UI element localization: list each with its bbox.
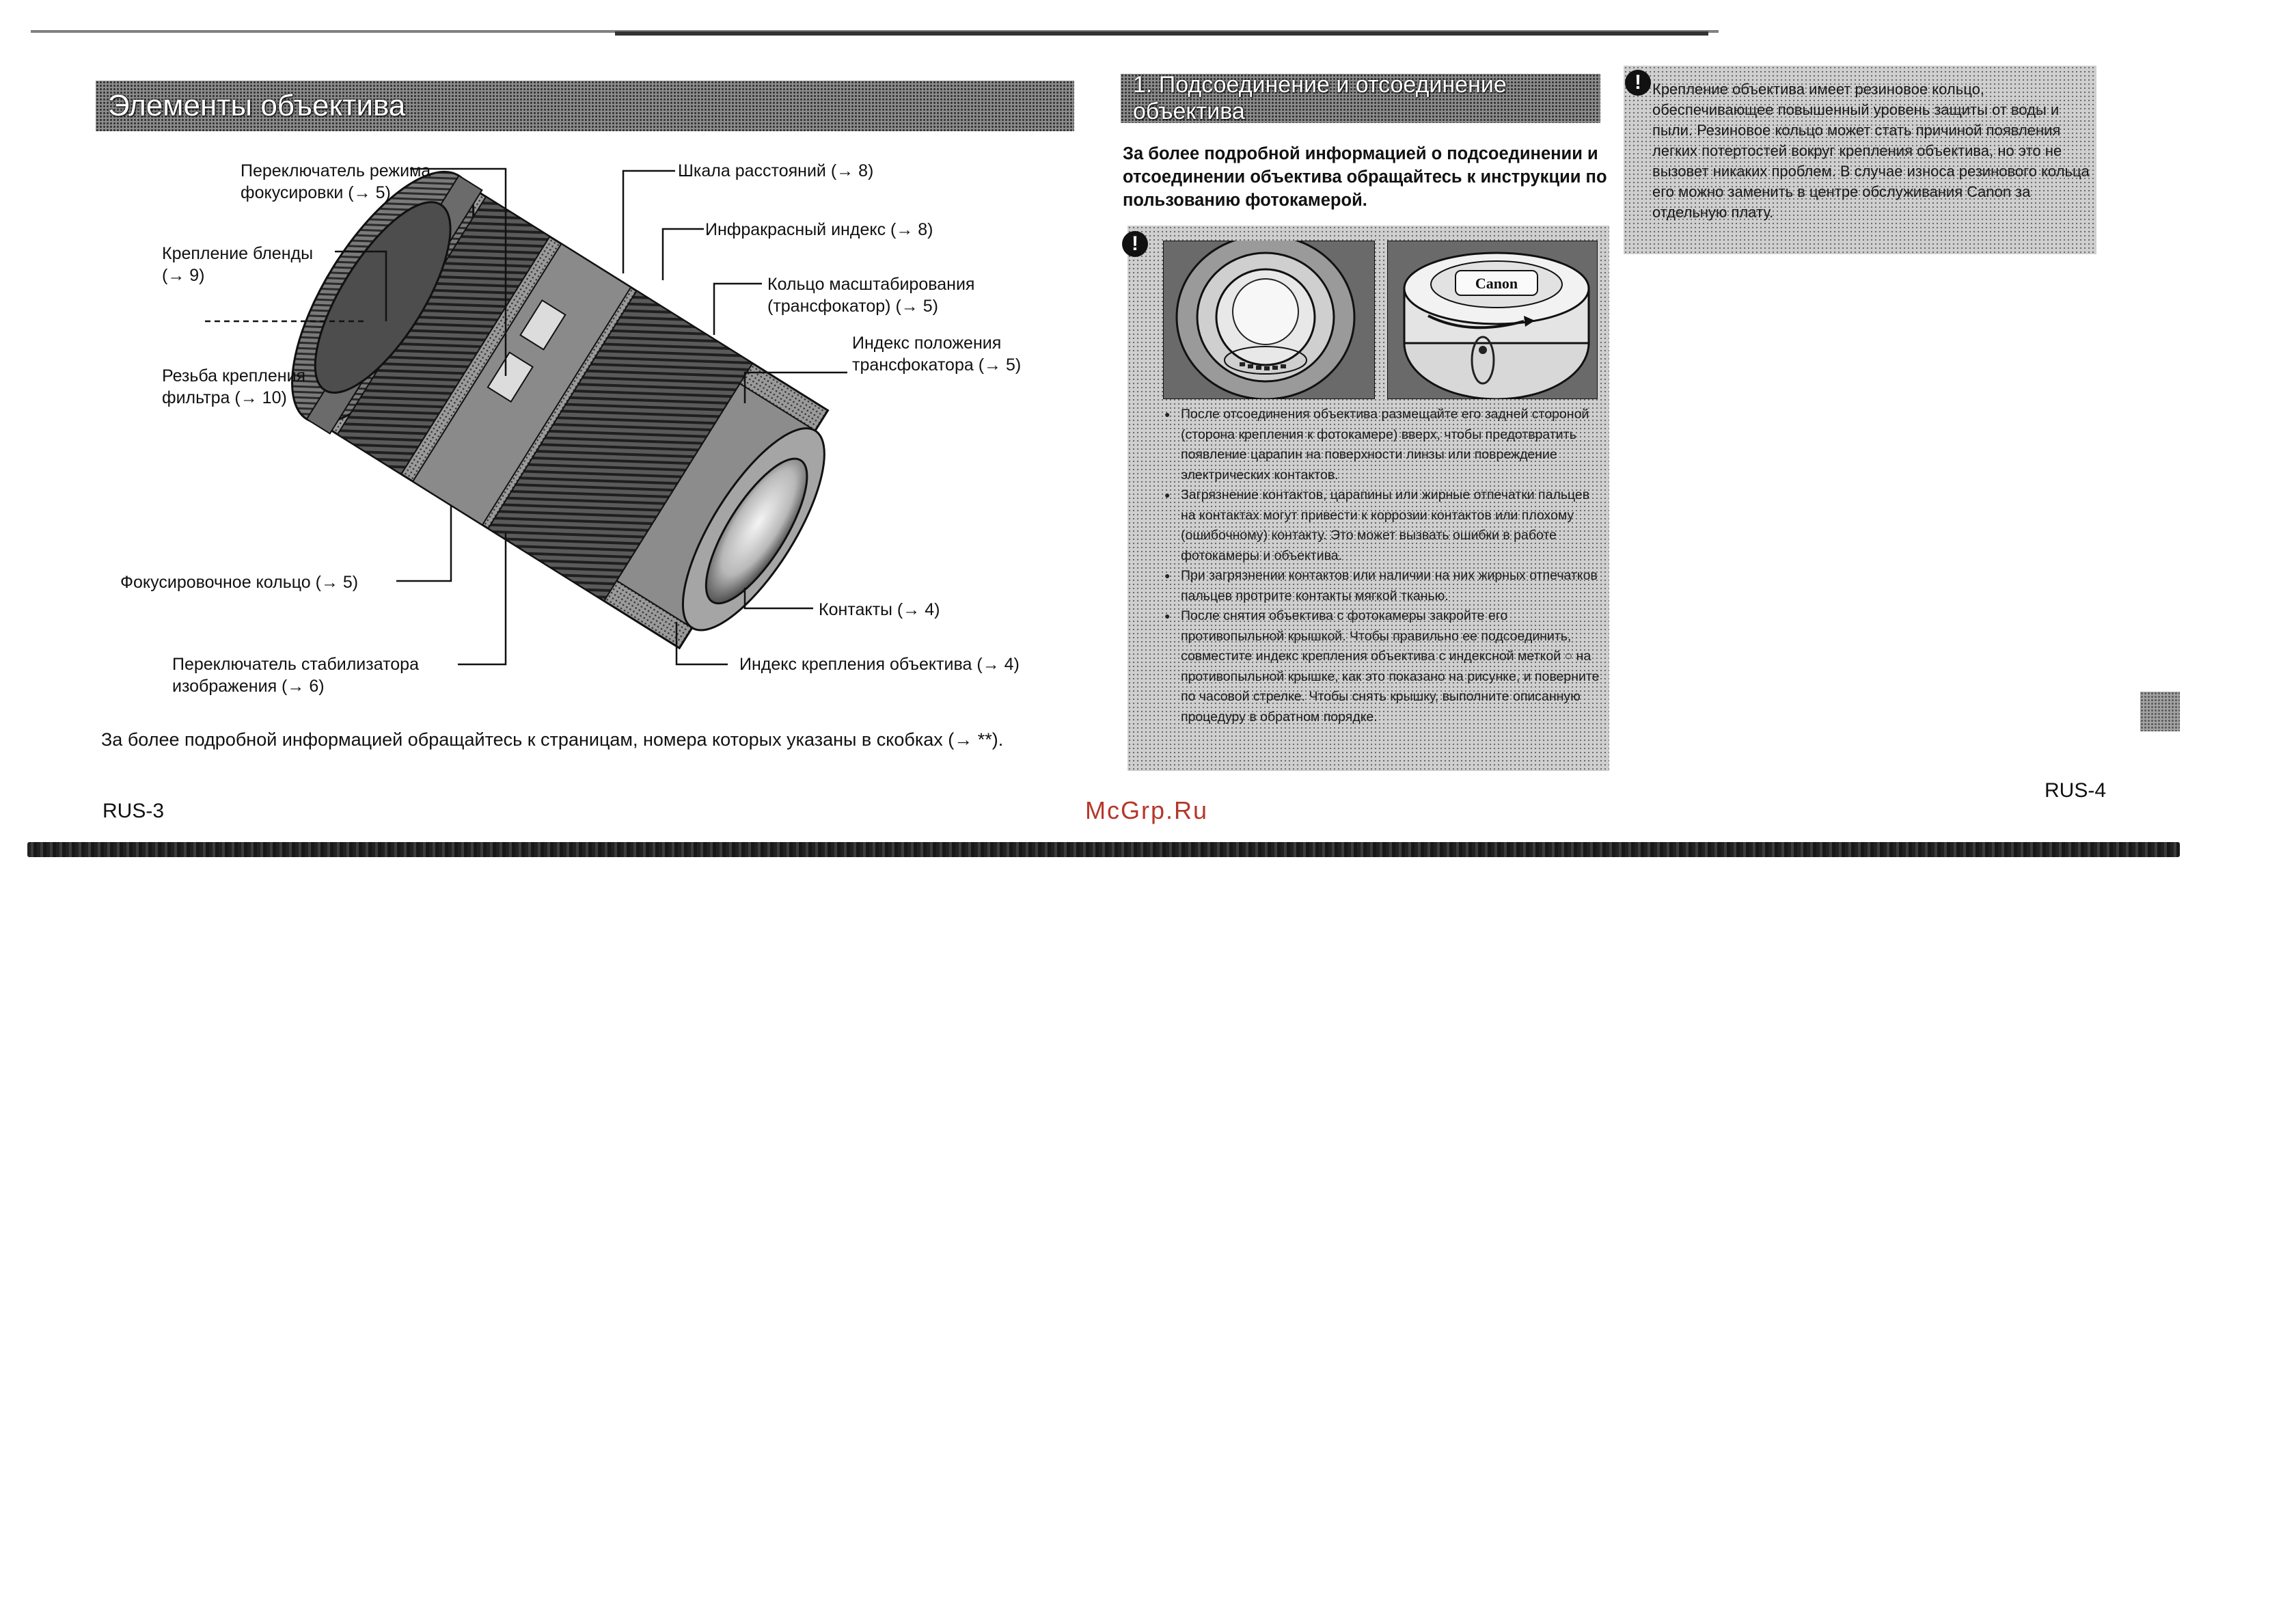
caution-item: ● После снятия объектива с фотокамеры закройте его противопыльной крышкой. Чтобы правильно ее подсоединить, совместите индекс крепления объектива с индексной меткой ○ на противопыльной крышке, как это показано на рисунке, и поверните по часовой стрелке. Чтобы снять крышку, выполните описанную процедуру в обратном порядке. xyxy=(1163,606,1602,727)
warning-icon: ! xyxy=(1122,231,1148,257)
caution-box xyxy=(1128,226,1609,771)
cap-brand-text: Canon xyxy=(1475,275,1518,292)
label-contacts: Контакты (→ 4) xyxy=(819,600,940,619)
section-title-bar-right xyxy=(1121,74,1600,123)
caution-list xyxy=(1163,405,1602,727)
page-number-left: RUS-3 xyxy=(102,800,165,822)
section-title-bar xyxy=(96,81,1074,131)
caution-item: ● При загрязнении контактов или наличии на них жирных отпечатков пальцев протрите контакты мягкой тканью. xyxy=(1163,566,1602,606)
label-zoom-position-index: Индекс положения трансфокатора (→ 5) xyxy=(852,334,1022,375)
page-edge-tab xyxy=(2140,692,2180,731)
dust-cap-photo xyxy=(1387,241,1598,399)
page-reference-note: За более подробной информацией обращайтесь к страницам, номера которых указаны в скобках (→ **). xyxy=(101,729,1004,750)
label-zoom-ring: Кольцо масштабирования (трансфокатор) (→ 5) xyxy=(767,275,975,316)
side-note-box xyxy=(1624,66,2096,254)
section-title-right: 1. Подсоединение и отсоединение объектива xyxy=(1133,72,1507,124)
intro-text: За более подробной информацией о подсоединении и отсоединении объектива обращайтесь к инструкции по пользованию фотокамерой. xyxy=(1123,144,1607,210)
page-number-right: RUS-4 xyxy=(2045,779,2107,802)
label-mount-index: Индекс крепления объектива (→ 4) xyxy=(739,655,1020,674)
label-filter-thread: Резьба крепления фильтра (→ 10) xyxy=(162,366,306,407)
label-hood-mount: Крепление бленды (→ 9) xyxy=(162,244,314,285)
warning-icon: ! xyxy=(1625,70,1651,96)
label-infrared-index: Инфракрасный индекс (→ 8) xyxy=(705,220,933,239)
label-focus-ring: Фокусировочное кольцо (→ 5) xyxy=(120,573,359,592)
rear-mount-photo xyxy=(1163,241,1375,399)
label-focus-mode-switch: Переключатель режима фокусировки (→ 5) xyxy=(241,161,431,202)
section-title: Элементы объектива xyxy=(108,89,406,122)
bottom-scan-band xyxy=(27,842,2180,857)
side-note-text: Крепление объектива имеет резиновое кольцо, обеспечивающее повышенный уровень защиты от воды и пыли. Резиновое кольцо может стать причиной появления легких потертостей вокруг крепления объектива, но это не вызовет никаких проблем. В случае износа резинового кольца его можно заменить в центре обслуживания Canon за отдельную плату. xyxy=(1652,81,2090,221)
label-stabilizer-switch: Переключатель стабилизатора изображения (→ 6) xyxy=(172,655,419,696)
caution-item: ● После отсоединения объектива размещайте его задней стороной (сторона крепления к фотокамере) вверх, чтобы предотвратить появление царапин на поверхности линзы или повреждение электрических контактов. xyxy=(1163,405,1602,485)
caution-item: ● Загрязнение контактов, царапины или жирные отпечатки пальцев на контактах могут привести к коррозии контактов или плохому (ошибочному) контакту. Это может вызвать ошибки в работе фотокамеры и объектива. xyxy=(1163,485,1602,566)
label-distance-scale: Шкала расстояний (→ 8) xyxy=(678,161,874,180)
top-scan-line-thick xyxy=(615,31,1708,36)
watermark: McGrp.Ru xyxy=(1085,796,1209,824)
